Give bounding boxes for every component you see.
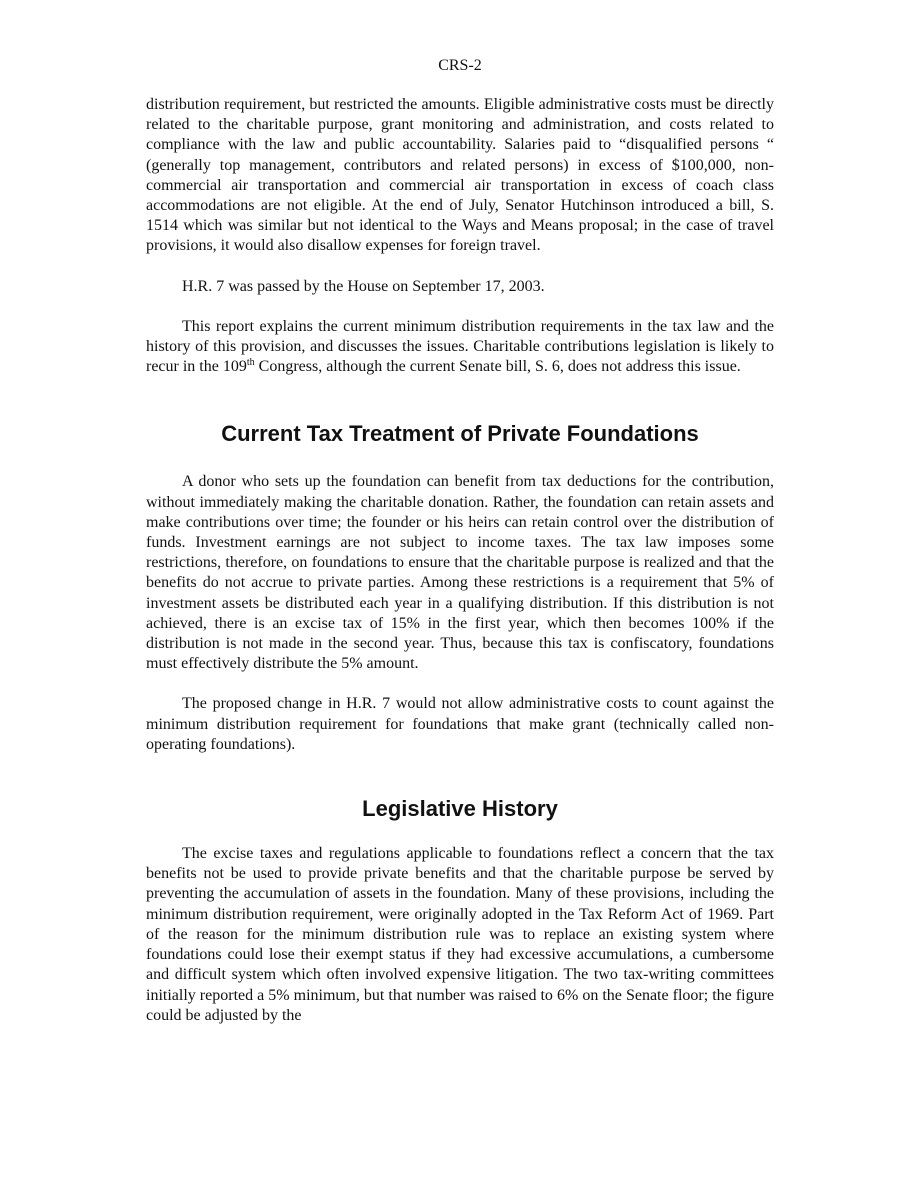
- section-heading-legislative-history: Legislative History: [362, 796, 558, 822]
- paragraph-donor-foundation: A donor who sets up the foundation can benefit from tax deductions for the contribution, without immediately making the charitable donation. Rather, the foundation can retain assets and make contributions over time; the founder or his heirs can retain control over the distribution of funds. Investment earnings are not subject to income taxes. The tax law imposes some restrictions, therefore, on foundations to ensure that the charitable purpose is realized and that the benefits do not accrue to private parties. Among these restrictions is a requirement that 5% of investment assets be distributed each year in a qualifying distribution. If this distribution is not achieved, there is an excise tax of 15% in the first year, which then becomes 100% if the distribution is not made in the second year. Thus, because this tax is confiscatory, foundations must effectively distribute the 5% amount.: [146, 473, 774, 673]
- paragraph-distribution-requirement: distribution requirement, but restricted the amounts. Eligible administrative costs must be directly related to the charitable purpose, grant monitoring and administration, and costs related to compliance with the law and public accountability. Salaries paid to “disqualified persons “ (generally top management, contributors and related persons) in excess of $100,000, non-commercial air transportation and commercial air transportation in excess of coach class accommodations are not eligible. At the end of July, Senator Hutchinson introduced a bill, S. 1514 which was similar but not identical to the Ways and Means proposal; in the case of travel provisions, it would also disallow expenses for foreign travel.: [146, 96, 774, 255]
- document-page: [146, 0, 774, 1046]
- paragraph-excise-taxes: The excise taxes and regulations applicable to foundations reflect a concern that the tax benefits not be used to provide private benefits and that the charitable purpose be served by preventing the accumulation of assets in the foundation. Many of these provisions, including the minimum distribution requirement, were originally adopted in the Tax Reform Act of 1969. Part of the reason for the minimum distribution rule was to replace an existing system where foundations could lose their exempt status if they had excessive accumulations, a cumbersome and difficult system which often involved expensive litigation. The two tax-writing committees initially reported a 5% minimum, but that number was raised to 6% on the Senate floor; the figure could be adjusted by the: [146, 845, 774, 1024]
- paragraph-text-part: This report explains the current minimum distribution requirements in the tax law and the history of this provision, and discusses the issues. Charitable contributions legislation is likely to recur in the 109: [146, 317, 774, 376]
- paragraph-hr7-passed: H.R. 7 was passed by the House on September 17, 2003.: [182, 277, 545, 295]
- paragraph-proposed-change: The proposed change in H.R. 7 would not allow administrative costs to count against the minimum distribution requirement for foundations that make grant (technically called non-operating foundations).: [146, 695, 774, 753]
- paragraph-report-explains: [146, 317, 774, 378]
- ordinal-superscript: th: [246, 357, 255, 369]
- page-header: CRS-2: [438, 57, 482, 74]
- section-heading-current-tax-treatment: Current Tax Treatment of Private Foundations: [221, 421, 699, 447]
- paragraph-text-part: Congress, although the current Senate bill, S. 6, does not address this issue.: [254, 358, 741, 376]
